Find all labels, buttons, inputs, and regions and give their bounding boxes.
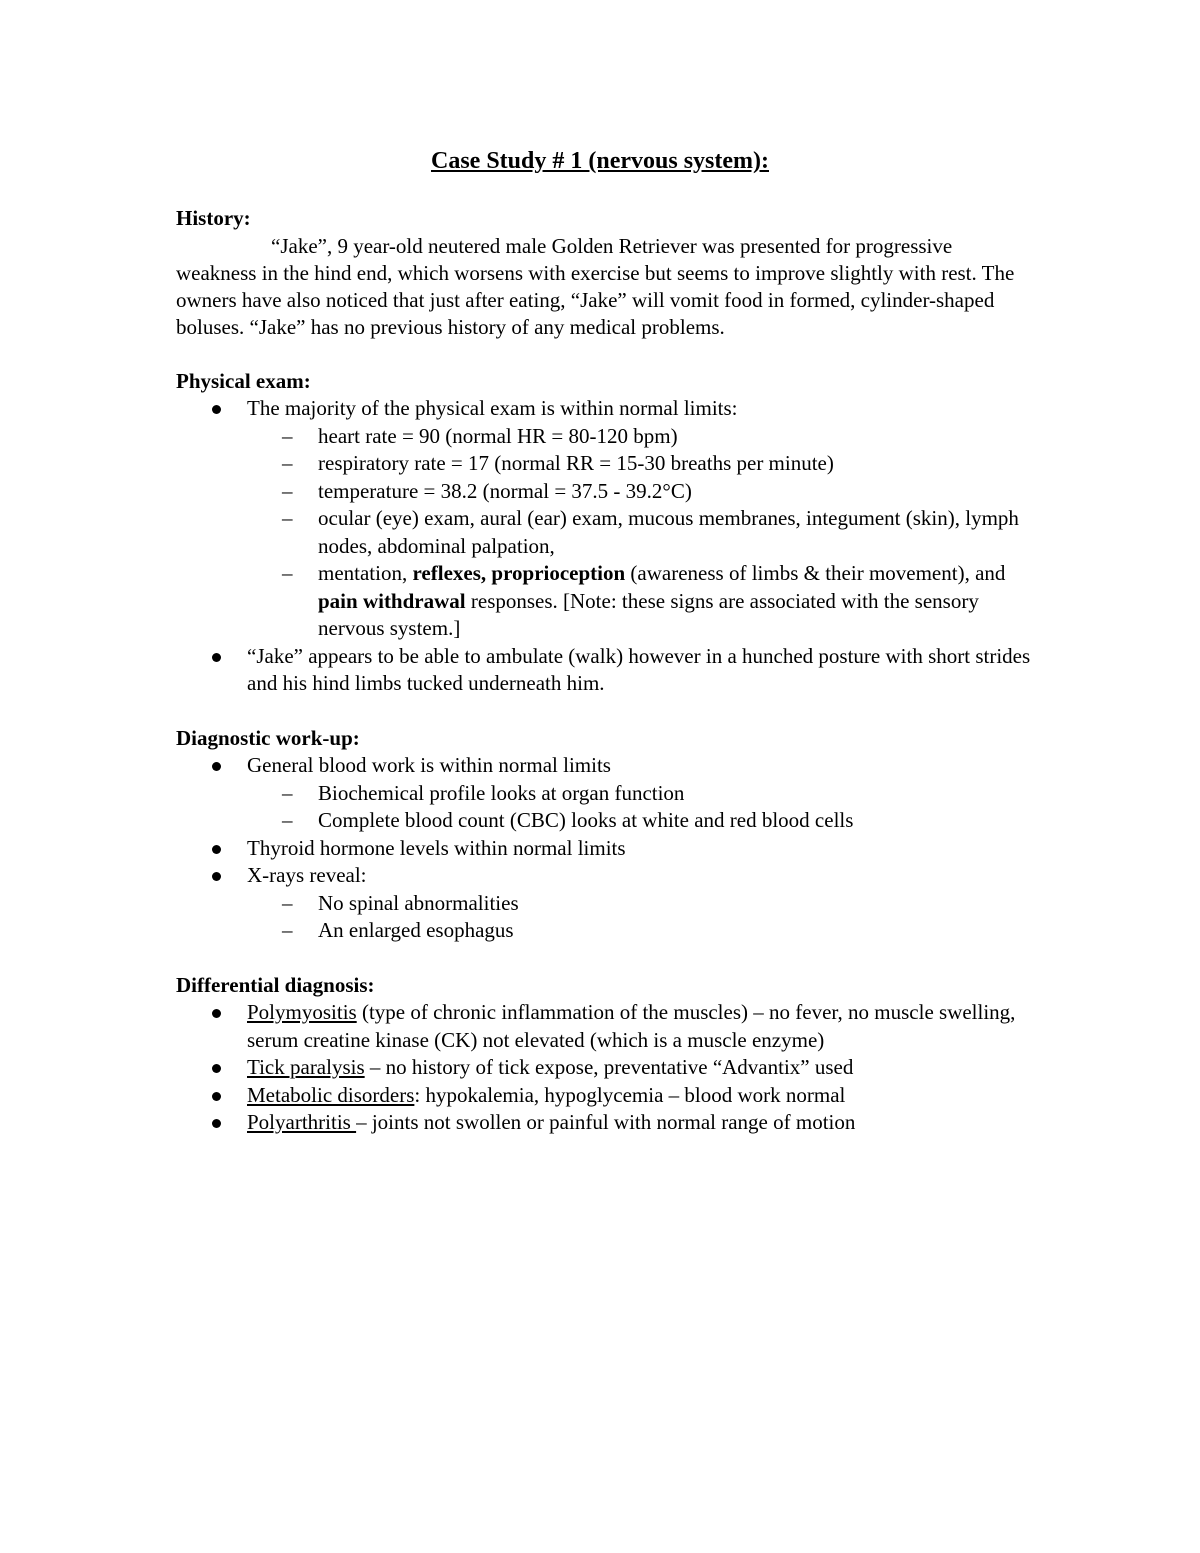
list-item: [176, 999, 1036, 1054]
bold-term: pain withdrawal: [318, 588, 466, 613]
list-item: [176, 752, 1036, 835]
dash-icon: –: [282, 918, 293, 942]
dash-icon: –: [282, 780, 293, 805]
text-fragment: – no history of tick expose, preventative “Advantix” used: [364, 1055, 854, 1079]
list-item-text: X-rays reveal:: [247, 863, 367, 887]
list-item: [176, 862, 1036, 945]
sub-list-item: [247, 807, 1036, 835]
sub-list-item-text: ocular (eye) exam, aural (ear) exam, mucous membranes, integument (skin), lymph nodes, abdominal palpation,: [318, 506, 1019, 558]
text-fragment: (awareness of limbs & their movement), and: [625, 561, 1006, 585]
sub-list-item: [247, 423, 1036, 451]
diagnostic-list: [176, 752, 1036, 945]
list-item-text: “Jake” appears to be able to ambulate (walk) however in a hunched posture with short strides and his hind limbs tucked underneath him.: [247, 643, 1031, 695]
physical-exam-heading: Physical exam:: [176, 368, 311, 393]
bullet-icon: [212, 762, 221, 771]
list-item-text: [247, 1110, 855, 1134]
xray-sublist: [247, 890, 1036, 945]
sub-list-item-text: respiratory rate = 17 (normal RR = 15-30 breaths per minute): [318, 451, 834, 475]
list-item: [176, 835, 1036, 863]
sub-list-item-text: Complete blood count (CBC) looks at white and red blood cells: [318, 808, 854, 832]
bullet-icon: [212, 653, 221, 662]
bullet-icon: [212, 405, 221, 414]
list-item-text: Thyroid hormone levels within normal limits: [247, 835, 626, 860]
spacer: [176, 341, 1036, 368]
history-paragraph: “Jake”, 9 year-old neutered male Golden Retriever was presented for progressive weakness in the hind end, which worsens with exercise but seems to improve slightly with rest. The owners have also noticed that just after eating, “Jake” will vomit food in formed, cylinder-shaped boluses. “Jake” has no previous history of any medical problems.: [176, 233, 1015, 339]
bullet-icon: [212, 1092, 221, 1101]
page-title: Case Study # 1 (nervous system):: [431, 148, 769, 174]
bullet-icon: [212, 1119, 221, 1128]
dash-icon: –: [282, 506, 293, 530]
sub-list-item-text: [318, 561, 1005, 640]
vitals-sublist: [247, 423, 1036, 643]
text-fragment: : hypokalemia, hypoglycemia – blood work normal: [414, 1082, 846, 1107]
dash-icon: –: [282, 478, 293, 503]
text-fragment: (type of chronic inflammation of the muscles) – no fever, no muscle swelling, serum creatine kinase (CK) not elevated (which is a muscle enzyme): [247, 1000, 1016, 1052]
bloodwork-sublist: [247, 780, 1036, 835]
text-fragment: responses. [Note: these signs are associated with the sensory nervous system.]: [318, 588, 979, 640]
sub-list-item-text: temperature = 38.2 (normal = 37.5 - 39.2°C): [318, 478, 692, 503]
list-item-text: General blood work is within normal limits: [247, 753, 611, 777]
sub-list-item-text: heart rate = 90 (normal HR = 80-120 bpm): [318, 423, 678, 448]
differential-list: [176, 999, 1036, 1137]
document-body: [176, 205, 1036, 1137]
spacer: [176, 698, 1036, 725]
differential-heading: Differential diagnosis:: [176, 972, 375, 997]
bullet-icon: [212, 845, 221, 854]
spacer: [176, 945, 1036, 972]
sub-list-item: [247, 505, 1036, 560]
sub-list-item-text: No spinal abnormalities: [318, 890, 519, 915]
underlined-term: Polymyositis: [247, 1000, 357, 1024]
text-fragment: mentation,: [318, 561, 413, 585]
dash-icon: –: [282, 561, 293, 585]
list-item: [176, 1109, 1036, 1137]
list-item: [176, 643, 1036, 698]
sub-list-item: [247, 890, 1036, 918]
bold-term: reflexes, proprioception: [412, 561, 626, 585]
sub-list-item: [247, 560, 1036, 643]
sub-list-item: [247, 917, 1036, 945]
sub-list-item: [247, 780, 1036, 808]
dash-icon: –: [282, 451, 293, 475]
list-item-text: [247, 1083, 845, 1107]
underlined-term: Polyarthritis: [247, 1110, 357, 1134]
physical-exam-list: [176, 395, 1036, 698]
list-item-text: [247, 1000, 1015, 1052]
dash-icon: –: [282, 423, 293, 448]
sub-list-item-text: Biochemical profile looks at organ function: [318, 780, 685, 805]
sub-list-item-text: An enlarged esophagus: [318, 918, 514, 942]
text-fragment: – joints not swollen or painful with normal range of motion: [356, 1110, 856, 1134]
bullet-icon: [212, 872, 221, 881]
list-item-text: [247, 1055, 853, 1079]
list-item: [176, 395, 1036, 643]
sub-list-item: [247, 478, 1036, 506]
list-item-text: The majority of the physical exam is within normal limits:: [247, 396, 738, 420]
dash-icon: –: [282, 890, 293, 915]
diagnostic-heading: Diagnostic work-up:: [176, 725, 360, 750]
sub-list-item: [247, 450, 1036, 478]
underlined-term: Metabolic disorders: [247, 1082, 415, 1107]
bullet-icon: [212, 1064, 221, 1073]
dash-icon: –: [282, 808, 293, 832]
history-heading: History:: [176, 206, 251, 230]
bullet-icon: [212, 1009, 221, 1018]
underlined-term: Tick paralysis: [247, 1055, 365, 1079]
list-item: [176, 1082, 1036, 1110]
list-item: [176, 1054, 1036, 1082]
